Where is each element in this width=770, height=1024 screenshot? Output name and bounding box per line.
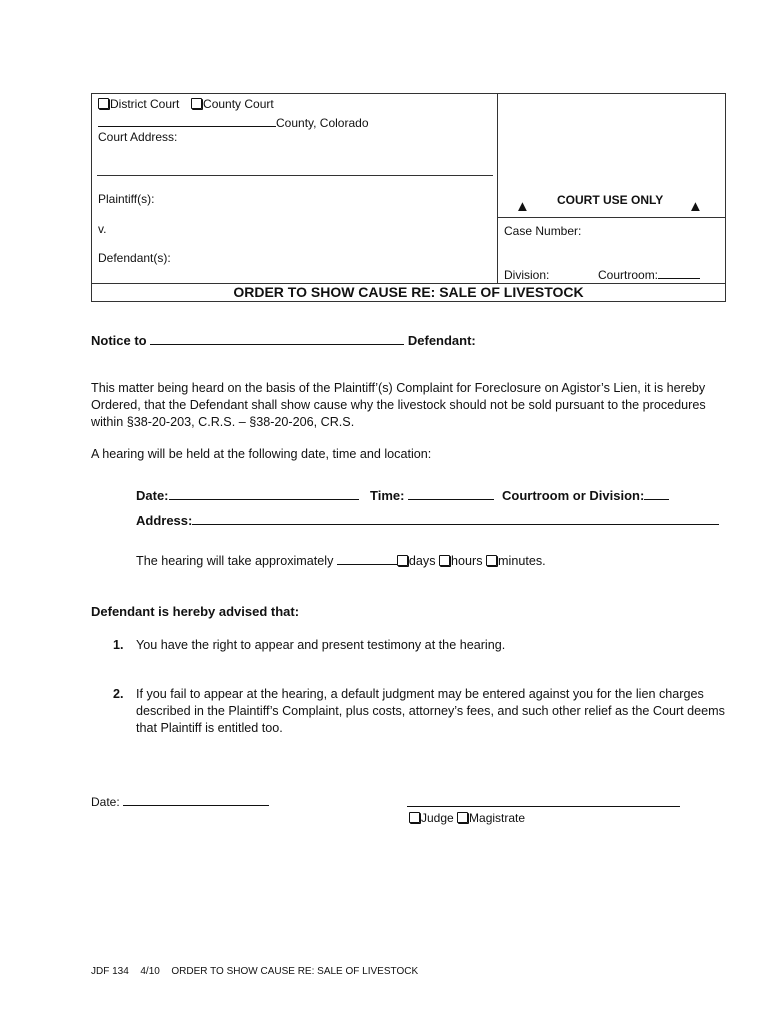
hearing-time-blank[interactable] (408, 487, 494, 500)
hearing-courtroom-blank[interactable] (644, 487, 669, 500)
judge-checkbox[interactable] (409, 812, 420, 823)
court-type-row (98, 97, 274, 111)
courtroom-row (598, 268, 700, 282)
footer-revision: 4/10 (140, 966, 160, 977)
advised-item-2-number: 2. (113, 687, 124, 701)
court-address-label: Court Address: (98, 130, 178, 144)
division-label: Division: (504, 268, 550, 282)
advised-item-1-number: 1. (113, 638, 124, 652)
county-suffix: County, Colorado (276, 116, 369, 130)
days-label: days (408, 554, 436, 568)
judge-label: Judge (421, 811, 454, 825)
signature-date-blank[interactable] (123, 795, 269, 806)
courtroom-label: Courtroom: (598, 268, 659, 282)
signature-date-row (91, 795, 269, 809)
hearing-date-row (136, 487, 359, 503)
hearing-courtroom-label: Courtroom or Division: (502, 488, 645, 503)
footer-form-id: JDF 134 (91, 966, 129, 977)
county-court-checkbox[interactable] (191, 98, 202, 109)
hearing-time-label: Time: (370, 488, 405, 503)
minutes-label: minutes. (498, 554, 546, 568)
case-number-label: Case Number: (504, 224, 582, 238)
footer-form-title: ORDER TO SHOW CAUSE RE: SALE OF LIVESTOCK (171, 966, 419, 977)
hearing-duration-row (136, 553, 546, 570)
judge-signature-line[interactable] (407, 806, 680, 807)
order-paragraph: This matter being heard on the basis of the Plaintiff’(s) Complaint for Foreclosure on Agistor’s Lien, it is hereby Ordered, that the Defendant shall show cause why the livestock should not be sold pursuant to the procedures within §38-20-203, C.R.S. – §38-20-206, CR.S. (91, 381, 706, 429)
duration-prefix: The hearing will take approximately (136, 554, 334, 568)
hearing-date-label: Date: (136, 488, 169, 503)
notice-prefix: Notice to (91, 333, 147, 348)
district-court-checkbox[interactable] (98, 98, 109, 109)
hours-checkbox[interactable] (439, 555, 450, 566)
days-checkbox[interactable] (397, 555, 408, 566)
hours-label: hours (451, 554, 483, 568)
notice-row (91, 332, 476, 348)
magistrate-label: Magistrate (469, 811, 526, 825)
judge-role-row (409, 811, 525, 825)
court-use-only-label: COURT USE ONLY (557, 193, 664, 207)
magistrate-checkbox[interactable] (457, 812, 468, 823)
hearing-time-row (370, 487, 494, 503)
signature-date-label: Date: (91, 795, 120, 809)
hearing-address-blank[interactable] (192, 512, 719, 525)
court-use-rule (497, 217, 726, 218)
triangle-left-icon: ▲ (515, 198, 530, 215)
plaintiffs-label: Plaintiff(s): (98, 192, 155, 206)
minutes-checkbox[interactable] (486, 555, 497, 566)
advised-heading: Defendant is hereby advised that: (91, 604, 300, 619)
notice-suffix: Defendant: (407, 333, 476, 348)
duration-blank[interactable] (337, 553, 397, 565)
page-title: ORDER TO SHOW CAUSE RE: SALE OF LIVESTOCK (233, 284, 584, 300)
hearing-date-blank[interactable] (169, 487, 359, 500)
advised-item-2-text: If you fail to appear at the hearing, a default judgment may be entered against you for the lien charges described in the Plaintiff’s Complaint, plus costs, attorney’s fees, and such other relief as the Court deems that Plaintiff is entitled too. (136, 687, 725, 735)
versus-label: v. (98, 222, 107, 236)
hearing-courtroom-row (502, 487, 669, 503)
defendants-label: Defendant(s): (98, 251, 171, 265)
footer (91, 966, 418, 977)
triangle-right-icon: ▲ (688, 198, 703, 215)
hearing-address-label: Address: (136, 513, 193, 528)
county-court-label: County Court (203, 97, 274, 111)
hearing-intro: A hearing will be held at the following date, time and location: (91, 447, 432, 461)
county-row (98, 115, 369, 130)
courtroom-blank[interactable] (658, 268, 700, 279)
district-court-label: District Court (110, 97, 180, 111)
hearing-address-row (136, 512, 719, 528)
notice-name-blank[interactable] (150, 332, 404, 345)
advised-item-1-text: You have the right to appear and present testimony at the hearing. (136, 638, 506, 652)
caption-divider (497, 93, 498, 283)
address-rule (97, 175, 493, 176)
county-blank[interactable] (98, 115, 276, 127)
